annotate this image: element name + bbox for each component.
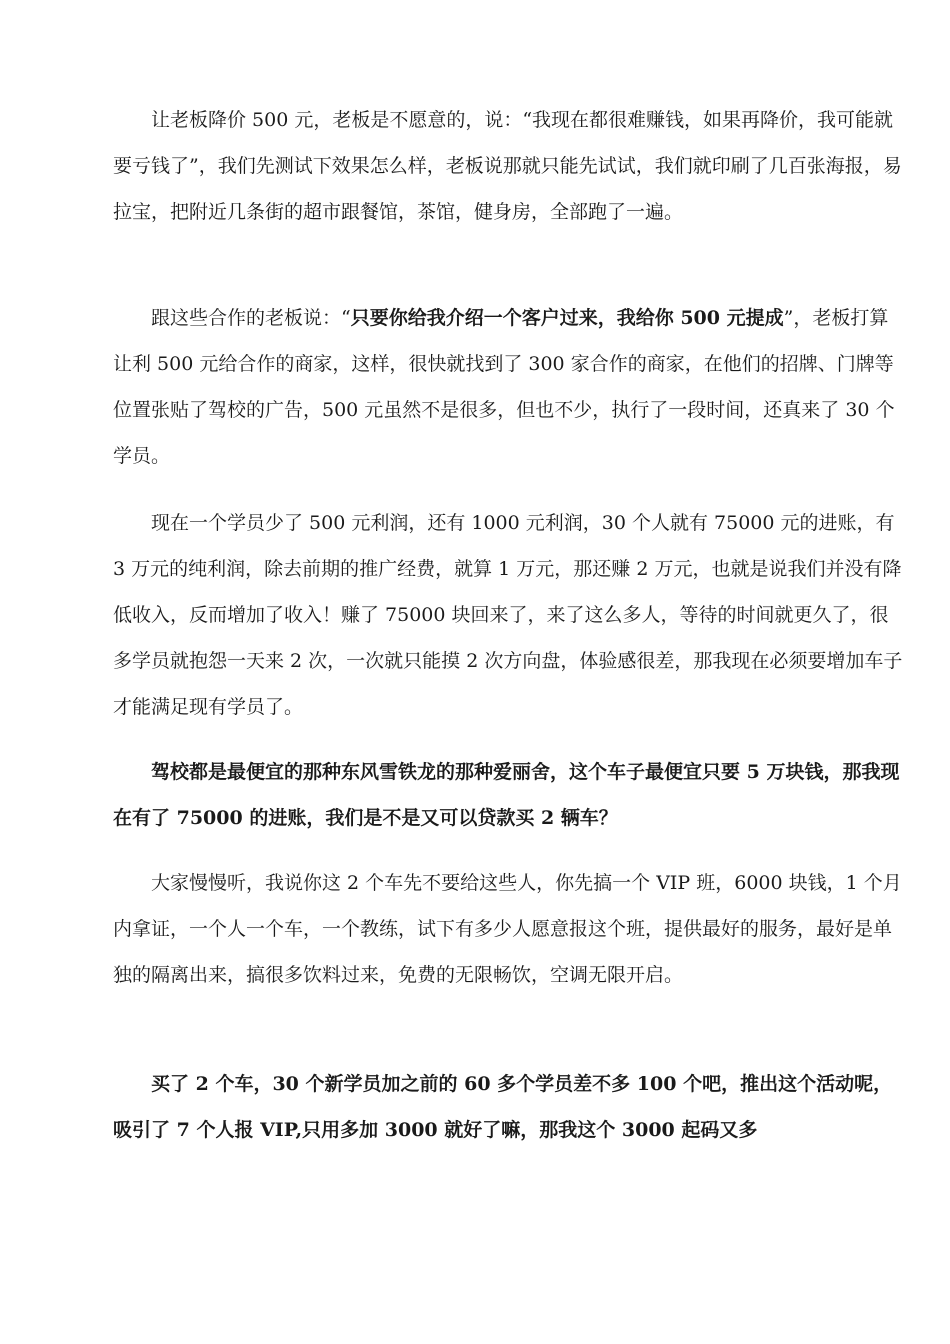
paragraph-price-cut — [113, 97, 903, 235]
paragraph-text: 现在一个学员少了 500 元利润，还有 1000 元利润，30 个人就有 75000 元的进账，有 3 万元的纯利润，除去前期的推广经费，就算 1 万元，那还赚 2 万元，也就是说我们并没有降低收入，反而增加了收入！赚了 75000 块回来了，来了这么多人，等待的时间就更久了，很多学员就抱怨一天来 2 次，一次就只能摸 2 次方向盘，体验感很差，那我现在必须要增加车子才能满足现有学员了。 — [113, 512, 903, 718]
paragraph-vip-result — [113, 1061, 903, 1153]
paragraph-partner-deal — [113, 295, 903, 479]
bold-quote: 只要你给我介绍一个客户过来，我给你 500 元提成 — [350, 307, 784, 329]
paragraph-profit — [113, 500, 903, 730]
paragraph-text: 买了 2 个车，30 个新学员加之前的 60 多个学员差不多 100 个吧，推出这个活动呢，吸引了 7 个人报 VIP,只用多加 3000 就好了嘛，那我这个 3000 起码又多 — [113, 1073, 893, 1141]
paragraph-text: 跟这些合作的老板说：“ — [151, 307, 351, 329]
paragraph-text: 驾校都是最便宜的那种东风雪铁龙的那种爱丽舍，这个车子最便宜只要 5 万块钱，那我现在有了 75000 的进账，我们是不是又可以贷款买 2 辆车？ — [113, 761, 900, 829]
paragraph-text: 大家慢慢听，我说你这 2 个车先不要给这些人，你先搞一个 VIP 班，6000 块钱，1 个月内拿证，一个人一个车，一个教练，试下有多少人愿意报这个班，提供最好的服务，最好是单独的隔离出来，搞很多饮料过来，免费的无限畅饮，空调无限开启。 — [113, 872, 902, 986]
paragraph-vip-class — [113, 860, 903, 998]
paragraph-text: 让老板降价 500 元，老板是不愿意的，说：“我现在都很难赚钱，如果再降价，我可能就要亏钱了”，我们先测试下效果怎么样，老板说那就只能先试试，我们就印刷了几百张海报，易拉宝，把附近几条街的超市跟餐馆，茶馆，健身房，全部跑了一遍。 — [113, 109, 902, 223]
paragraph-car-purchase — [113, 749, 903, 841]
paragraph-text: ”，老板打算让利 500 元给合作的商家，这样，很快就找到了 300 家合作的商家，在他们的招牌、门牌等位置张贴了驾校的广告，500 元虽然不是很多，但也不少，执行了一段时间，还真来了 30 个学员。 — [113, 307, 895, 467]
